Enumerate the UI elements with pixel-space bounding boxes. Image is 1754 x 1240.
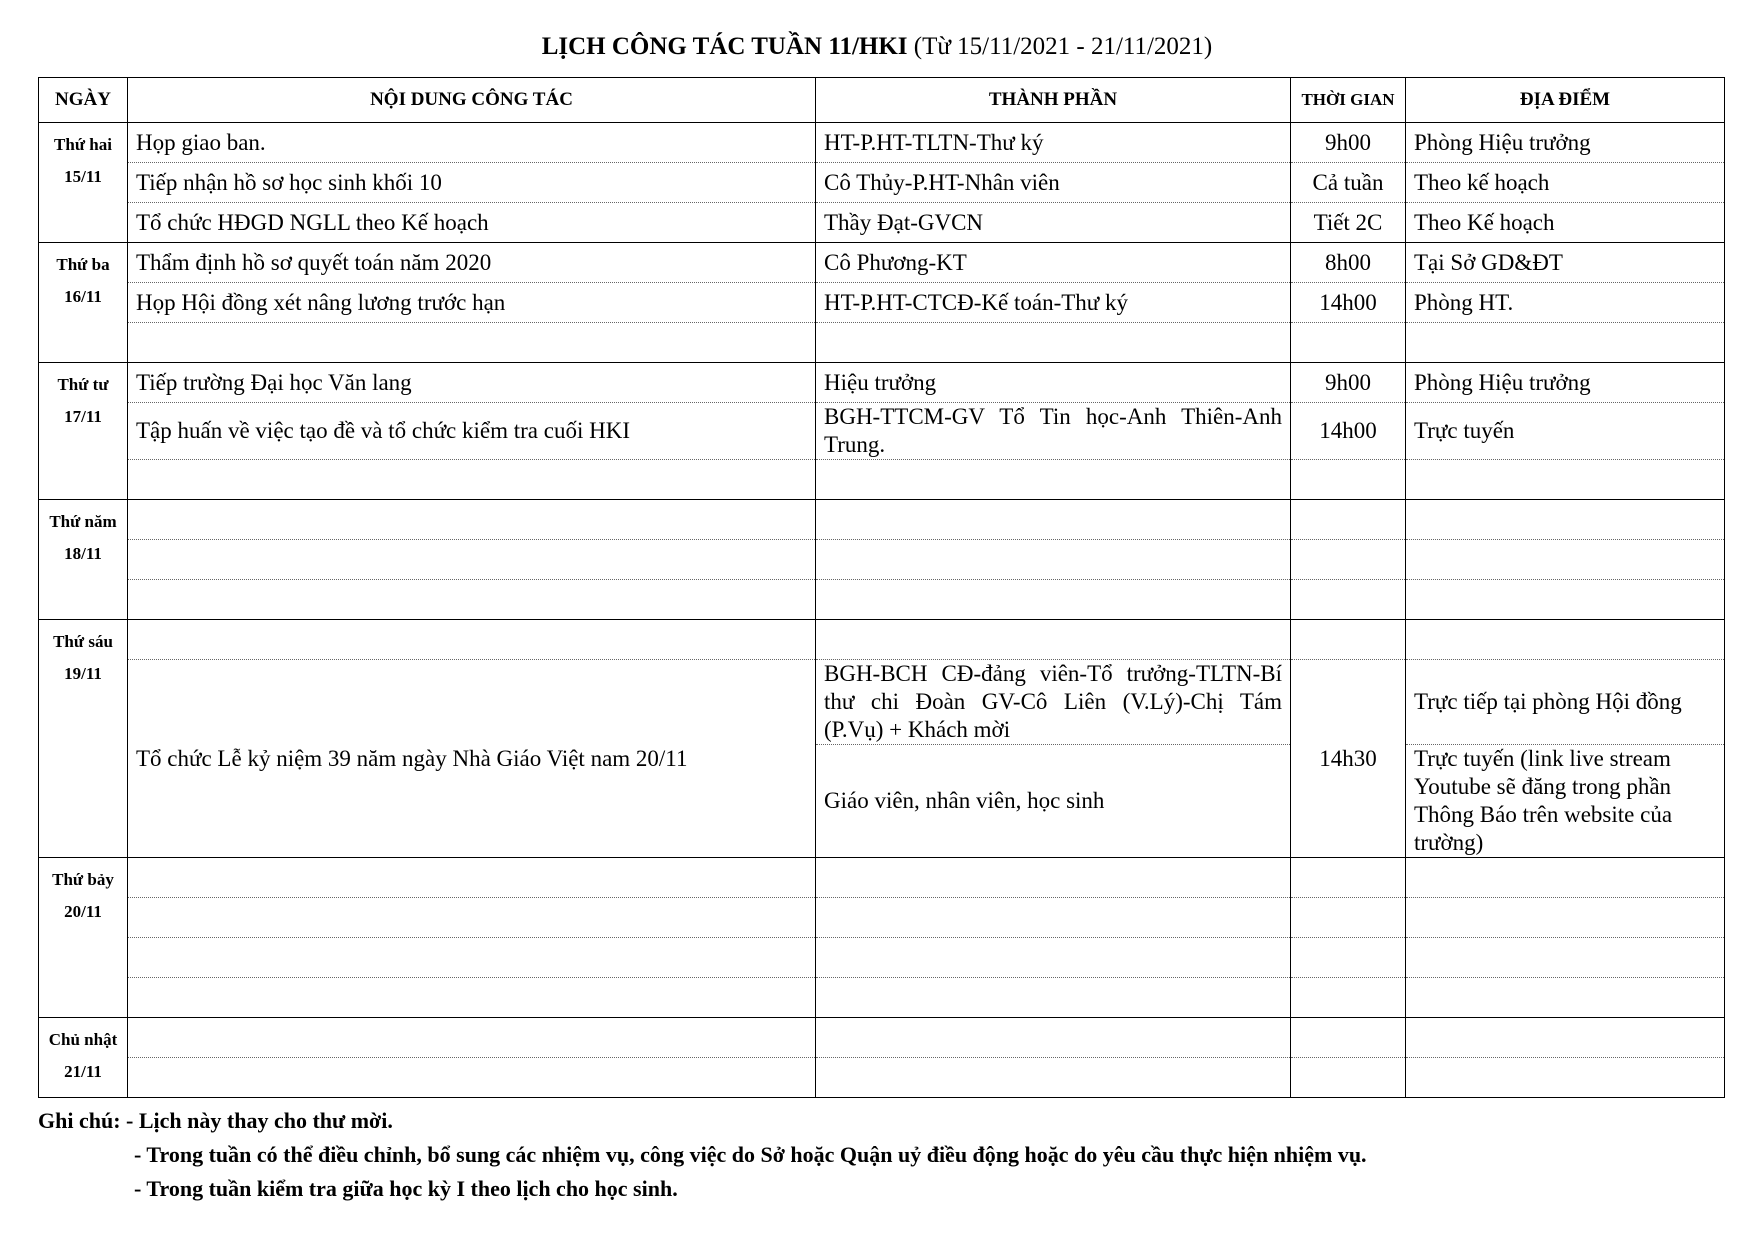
location-cell: [1406, 620, 1725, 660]
participants-cell: [816, 580, 1291, 620]
time-cell: Tiết 2C: [1291, 203, 1406, 243]
day-date: 16/11: [64, 287, 102, 306]
day-cell: [39, 363, 128, 500]
participants-cell: [816, 1018, 1291, 1058]
header-content: NỘI DUNG CÔNG TÁC: [128, 78, 816, 123]
table-row: [39, 660, 1725, 745]
note-line: [38, 1172, 1367, 1206]
day-weekday: Chủ nhật: [48, 1030, 118, 1049]
day-cell: [39, 858, 128, 1018]
table-row: [39, 323, 1725, 363]
participants-cell: [816, 540, 1291, 580]
title-main: LỊCH CÔNG TÁC TUẦN 11/HKI: [541, 33, 908, 60]
location-cell: [1406, 1018, 1725, 1058]
day-weekday: Thứ sáu: [53, 632, 113, 651]
title-date-range: (Từ 15/11/2021 - 21/11/2021): [913, 33, 1213, 60]
location-cell: [1406, 460, 1725, 500]
table-row: [39, 123, 1725, 163]
content-cell: [128, 978, 816, 1018]
location-cell: [1406, 323, 1725, 363]
participants-cell: Cô Thủy-P.HT-Nhân viên: [816, 163, 1291, 203]
table-row: [39, 898, 1725, 938]
table-row: [39, 363, 1725, 403]
content-cell: Họp giao ban.: [128, 123, 816, 163]
participants-cell: [816, 938, 1291, 978]
note-line: [38, 1104, 1367, 1138]
time-cell: 9h00: [1291, 363, 1406, 403]
day-date: 20/11: [64, 902, 102, 921]
participants-cell: [816, 460, 1291, 500]
time-cell: [1291, 580, 1406, 620]
table-row: [39, 1018, 1725, 1058]
table-row: [39, 243, 1725, 283]
location-cell: [1406, 1058, 1725, 1098]
location-cell: [1406, 580, 1725, 620]
content-cell: [128, 500, 816, 540]
table-header: [39, 78, 1725, 123]
participants-cell: [816, 898, 1291, 938]
table-row: [39, 460, 1725, 500]
participants-cell: Hiệu trưởng: [816, 363, 1291, 403]
location-cell: [1406, 540, 1725, 580]
time-cell: 14h30: [1291, 660, 1406, 858]
location-cell: [1406, 938, 1725, 978]
participants-cell: [816, 858, 1291, 898]
participants-cell: HT-P.HT-CTCĐ-Kế toán-Thư ký: [816, 283, 1291, 323]
day-date: 15/11: [64, 167, 102, 186]
location-cell: [1406, 898, 1725, 938]
time-cell: [1291, 898, 1406, 938]
content-cell: Tổ chức HĐGD NGLL theo Kế hoạch: [128, 203, 816, 243]
day-cell: [39, 500, 128, 620]
participants-cell: Thầy Đạt-GVCN: [816, 203, 1291, 243]
content-cell: [128, 1018, 816, 1058]
table-row: [39, 163, 1725, 203]
time-cell: [1291, 858, 1406, 898]
schedule-table: [38, 77, 1725, 1098]
content-cell: Tiếp nhận hồ sơ học sinh khối 10: [128, 163, 816, 203]
location-cell: [1406, 978, 1725, 1018]
day-cell: [39, 620, 128, 858]
content-cell: [128, 898, 816, 938]
content-cell: Tổ chức Lễ kỷ niệm 39 năm ngày Nhà Giáo Việt nam 20/11: [128, 660, 816, 858]
day-date: 18/11: [64, 544, 102, 563]
day-cell: [39, 1018, 128, 1098]
day-weekday: Thứ ba: [56, 255, 110, 274]
note-line: [38, 1138, 1367, 1172]
location-cell: Phòng Hiệu trưởng: [1406, 123, 1725, 163]
time-cell: [1291, 540, 1406, 580]
time-cell: 14h00: [1291, 403, 1406, 460]
content-cell: [128, 540, 816, 580]
location-cell: Trực tuyến (link live stream Youtube sẽ đăng trong phần Thông Báo trên website của trường): [1406, 745, 1725, 858]
location-cell: Phòng HT.: [1406, 283, 1725, 323]
table-row: [39, 540, 1725, 580]
time-cell: [1291, 1018, 1406, 1058]
table-row: [39, 1058, 1725, 1098]
header-day: NGÀY: [39, 78, 128, 123]
time-cell: [1291, 500, 1406, 540]
table-row: [39, 500, 1725, 540]
time-cell: Cả tuần: [1291, 163, 1406, 203]
participants-cell: [816, 620, 1291, 660]
note-item: - Trong tuần kiểm tra giữa học kỳ I theo lịch cho học sinh.: [134, 1176, 678, 1201]
time-cell: [1291, 938, 1406, 978]
header-participants: THÀNH PHẦN: [816, 78, 1291, 123]
content-cell: Thẩm định hồ sơ quyết toán năm 2020: [128, 243, 816, 283]
content-cell: [128, 580, 816, 620]
note-item: - Trong tuần có thể điều chỉnh, bổ sung các nhiệm vụ, công việc do Sở hoặc Quận uỷ điều động hoặc do yêu cầu thực hiện nhiệm vụ.: [134, 1142, 1367, 1167]
time-cell: [1291, 323, 1406, 363]
table-row: [39, 283, 1725, 323]
participants-cell: [816, 500, 1291, 540]
day-date: 19/11: [64, 664, 102, 683]
content-cell: [128, 938, 816, 978]
time-cell: [1291, 460, 1406, 500]
content-cell: [128, 460, 816, 500]
table-row: [39, 978, 1725, 1018]
location-cell: [1406, 500, 1725, 540]
day-date: 21/11: [64, 1062, 102, 1081]
time-cell: 8h00: [1291, 243, 1406, 283]
content-cell: [128, 858, 816, 898]
day-cell: [39, 243, 128, 363]
table-row: [39, 203, 1725, 243]
notes-section: [38, 1104, 1367, 1206]
participants-cell: Giáo viên, nhân viên, học sinh: [816, 745, 1291, 858]
content-cell: Họp Hội đồng xét nâng lương trước hạn: [128, 283, 816, 323]
day-weekday: Thứ hai: [54, 135, 112, 154]
location-cell: [1406, 858, 1725, 898]
content-cell: Tập huấn về việc tạo đề và tổ chức kiểm tra cuối HKI: [128, 403, 816, 460]
participants-cell: BGH-BCH CĐ-đảng viên-Tổ trưởng-TLTN-Bí thư chi Đoàn GV-Cô Liên (V.Lý)-Chị Tám (P.Vụ) + Khách mời: [816, 660, 1291, 745]
content-cell: [128, 323, 816, 363]
table-row: [39, 858, 1725, 898]
content-cell: [128, 620, 816, 660]
table-row: [39, 938, 1725, 978]
time-cell: [1291, 620, 1406, 660]
participants-cell: [816, 1058, 1291, 1098]
participants-cell: Cô Phương-KT: [816, 243, 1291, 283]
location-cell: Trực tiếp tại phòng Hội đồng: [1406, 660, 1725, 745]
participants-cell: BGH-TTCM-GV Tổ Tin học-Anh Thiên-Anh Trung.: [816, 403, 1291, 460]
day-date: 17/11: [64, 407, 102, 426]
location-cell: Theo kế hoạch: [1406, 163, 1725, 203]
table-row: [39, 580, 1725, 620]
content-cell: [128, 1058, 816, 1098]
table-row: [39, 403, 1725, 460]
participants-cell: [816, 978, 1291, 1018]
location-cell: Trực tuyến: [1406, 403, 1725, 460]
header-time: THỜI GIAN: [1291, 78, 1406, 123]
header-location: ĐỊA ĐIỂM: [1406, 78, 1725, 123]
time-cell: 14h00: [1291, 283, 1406, 323]
day-cell: [39, 123, 128, 243]
day-weekday: Thứ bảy: [52, 870, 114, 889]
location-cell: Theo Kế hoạch: [1406, 203, 1725, 243]
page-title: [0, 30, 1754, 64]
location-cell: Tại Sở GD&ĐT: [1406, 243, 1725, 283]
table-row: [39, 620, 1725, 660]
location-cell: Phòng Hiệu trưởng: [1406, 363, 1725, 403]
participants-cell: HT-P.HT-TLTN-Thư ký: [816, 123, 1291, 163]
table-body: [39, 123, 1725, 1098]
day-weekday: Thứ năm: [49, 512, 117, 531]
time-cell: 9h00: [1291, 123, 1406, 163]
participants-cell: [816, 323, 1291, 363]
content-cell: Tiếp trường Đại học Văn lang: [128, 363, 816, 403]
notes-label: Ghi chú:: [38, 1108, 121, 1133]
time-cell: [1291, 1058, 1406, 1098]
time-cell: [1291, 978, 1406, 1018]
note-item: - Lịch này thay cho thư mời.: [126, 1108, 393, 1133]
day-weekday: Thứ tư: [57, 375, 109, 394]
